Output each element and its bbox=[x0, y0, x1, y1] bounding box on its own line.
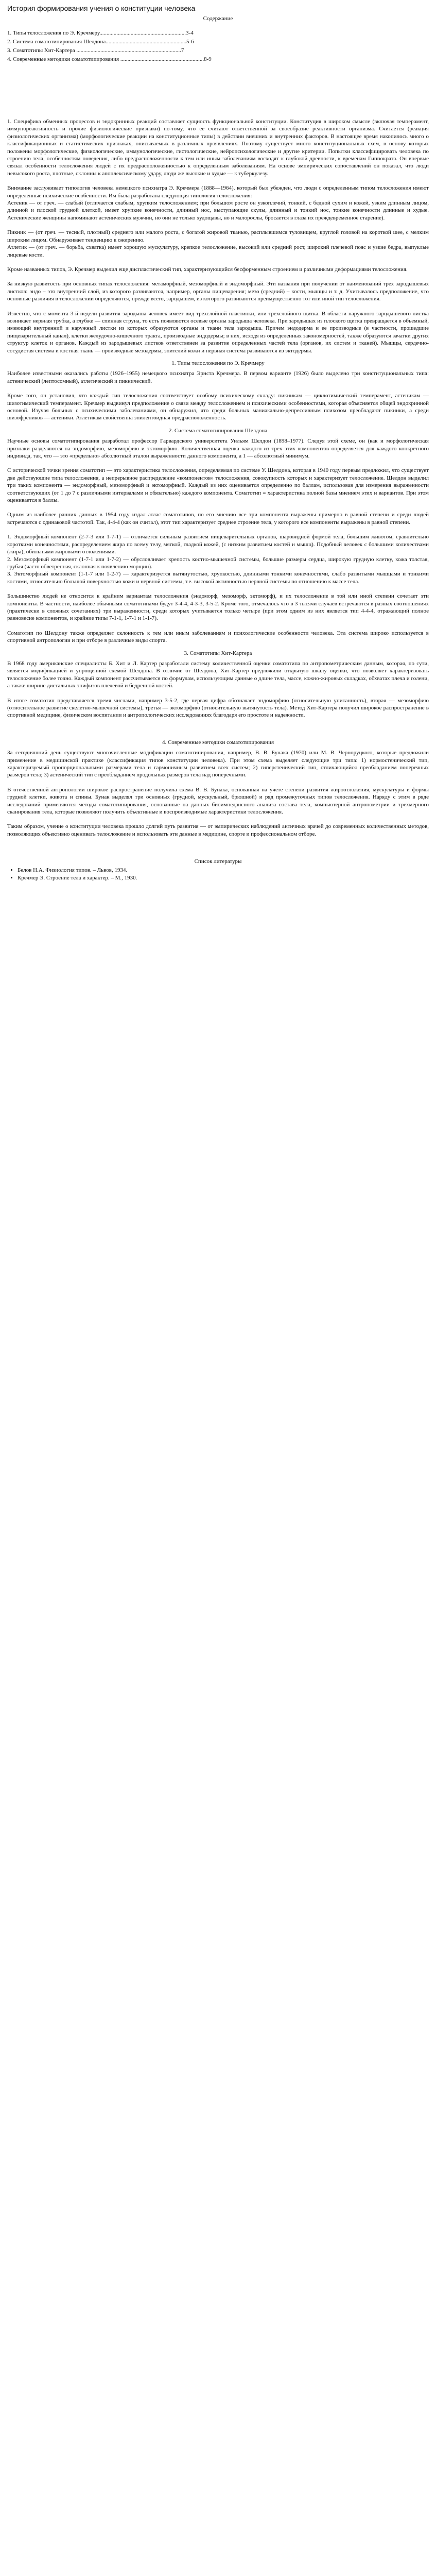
paragraph: В 1968 году американские специалисты Б. Хит и Л. Картер разработали систему количественной оценки соматотипа по антропометрическим данным, которая, по сути, является модификацией и упрощенной схемой Шелдона. В отличие от Шелдона, Хит-Картер предложили открытую шкалу оценки, что позволяет характеризовать телосложение более точно. Каждый компонент рассчитывается по формулам, использующим данные о длине тела, массе, кожно-жировых складках, обхватах плеча и голени, а также ширине дистальных эпифизов плечевой и бедренной костей. bbox=[7, 660, 429, 689]
paragraph: Кроме того, он установил, что каждый тип телосложения соответствует особому психическому складу: пикникам — циклотимический темперамент, астеникам — шизотимический темперамент. Кречмер выдвинул предположение о связи между телосложением и психическими особенностями, которая объясняется общей эндокринной основой. Изучая больных с психическими заболеваниями, он обнаружил, что среди больных маниакально-депрессивным психозом преобладают пикники, а среди шизофреников — астеники. Атлетикам свойственна эпилептоидная предрасположенность. bbox=[7, 393, 429, 421]
paragraph: За низкую развитость при основных типах телосложения: метаморфный, мезоморфный и эндоморфный. Эти названия при получении от наименований трех зародышевых листков: эндо – это внутренний слой, из которого развиваются, например, органы пищеварения; мезо (средний) – кости, мышцы и т. д. Учитывалось предположение, что основные различия в телосложении определяются, прежде всего, зародышем, из которого развиваются преимущественно тот или иной тип телосложения. bbox=[7, 281, 429, 302]
section-title: Современные методики соматотипирования bbox=[167, 739, 274, 745]
paragraph: С исторической точки зрения соматотип — это характеристика телосложения, определяемая по системе У. Шелдона, которая в 1940 году первым предложил, что существует две действующие типа телосложения, а непрерывное распределение «компонентов» телосложения, совокупность которых и характеризует телосложение. Шелдон выделил три таких компонента — эндоморфный, мезоморфный и эктоморфный. Каждый из них оценивается определенно по баллам, использовав для измерения выраженности соответствующих (от 1 до 7 с различными интервалами и обязательно) каждого компонента. Соматотип = характеристика полной базы мнением этих и вариантов. При этом оценивается в баллы. bbox=[7, 467, 429, 504]
list-item: 1. Эндоморфный компонент (2-7-3 или 1-7-1) — отличается сильным развитием пищеварительных органов, шаровидной формой тела, большим животом, сравнительно короткими конечностями, распределением жира по всему телу, мягкой, гладкой кожей, (с низким развитием костей и мышц). Подобный человек с большими количествами (жира), обильными жировыми отложениями. bbox=[7, 534, 429, 555]
intro-section bbox=[7, 118, 429, 354]
paragraph: За сегодняшний день существуют многочисленные модификации соматотипирования, например, В. В. Бунака (1970) или М. В. Черноруцкого, которые предложили применение в медицинской практике (классификация типов конституции человека). При этом схема выделяет следующие три типа: 1) нормостенический тип, характеризуемый пропорциональными размерами тела и гармоничным развитием всех систем; 2) гиперстенический тип, отличающийся преобладанием поперечных размеров тела; 3) астенический тип с преобладанием продольных размеров тела над поперечными. bbox=[7, 750, 429, 778]
paragraph: Большинство людей не относится к крайним вариантам телосложения (эндоморф, мезоморф, эктоморф), и их телосложение в той или иной степени сочетает эти компоненты. В частности, наиболее обычными соматотипами будут 3-4-4, 4-3-3, 3-5-2. Кроме того, отмечалось что в 3 тысячи случаев встречаются в разных соотношениях (практически в сложных сочетаниях) три выраженности, среди которых учитывается только четыре (при этом одним из них является тип 4-4-4, отражающий полное равновесие компонентов, и крайние типы 7-1-1, 1-7-1 и 1-1-7). bbox=[7, 593, 429, 622]
reference-item: • Белов Н.А. Физиология типов. – Львов, 1934. bbox=[18, 867, 429, 874]
paragraph: Кроме названных типов, Э. Кречмер выделил еще диспластический тип, характеризующийся бесформенным строением и различными деформациями телосложения. bbox=[7, 266, 408, 273]
section-heading bbox=[7, 739, 429, 746]
section-heading bbox=[7, 650, 429, 657]
document-title: История формирования учения о конституции человека bbox=[7, 4, 196, 12]
paragraph: В итоге соматотип представляется тремя числами, например 3-5-2, где первая цифра обозначает эндоморфию (относительную упитанность), вторая — мезоморфию (относительное развитие скелетно-мышечной системы), третья — эктоморфию (относительную вытянутость тела). Метод Хит-Картера получил широкое распространение в спортивной медицине, физическом воспитании и антропологических исследованиях благодаря его простоте и надежности. bbox=[7, 697, 429, 719]
toc-heading: Содержание bbox=[203, 15, 233, 22]
section-title: Соматотипы Хит-Картера bbox=[189, 650, 252, 656]
toc-item: 3. Соматотипы Хит-Картера ..........................................................................7 bbox=[7, 47, 184, 54]
paragraph: Пикник — (от греч. — тесный, плотный) среднего или малого роста, с богатой жировой тканью, расплывшимся туловищем, круглой головой на короткой шее, с мелким широким лицом. Обнаруживает тенденцию к ожирению. bbox=[7, 229, 429, 243]
table-of-contents bbox=[7, 29, 429, 64]
section-title: Система соматотипирования Шелдона bbox=[174, 427, 268, 434]
paragraph: В отечественной антропологии широкое распространение получила схема В. В. Бунака, основанная на учете степени развития жироотложения, мускулатуры и формы грудной клетки, живота и спины. Бунак выделял три основных (грудной, мускульный, брюшной) и ряд промежуточных типов телосложения. Наряду с этим в ряде исследований применяются методы соматотипирования, основанные на данных биоимпедансного анализа состава тела, компьютерной антропометрии и трехмерного сканирования тела, которые позволяют получить объективные и воспроизводимые характеристики телосложения. bbox=[7, 786, 429, 816]
references-list bbox=[18, 867, 429, 882]
paragraph: Научные основы соматотипирования разработал профессор Гарвардского университета Уильям Шелдон (1898–1977). Следуя этой схеме, он (как и морфологическая признаки разделяются на эндоморфию, мезоморфию и эктоморфию. Количественная оценка каждого из трех этих компонентов определяется для каждого конкретного индивида, так, что — это «предельно» абсолютный эталон выраженности данного компонента, а 1 — абсолютный минимум. bbox=[7, 438, 429, 460]
reference-item: • Кречмер Э. Строение тела и характер. – М., 1930. bbox=[18, 874, 429, 882]
section-heading bbox=[7, 427, 429, 434]
toc-item: 4. Современные методики соматотипирования ...........................................................8-9 bbox=[7, 56, 212, 62]
references-heading: Список литературы bbox=[194, 858, 242, 865]
section-heading bbox=[7, 360, 429, 367]
section-number: 1. bbox=[171, 360, 176, 366]
paragraph: Соматотип по Шелдону также определяет склонность к тем или иным заболеваниям и психологические особенности человека. Эта система широко используется в спортивной антропологии и при отборе в различные виды спорта. bbox=[7, 630, 429, 644]
toc-item: 1. Типы телосложения по Э. Кречмеру.............................................................3-4 bbox=[7, 30, 194, 36]
list-item: 3. Эктоморфный компонент (1-1-7 или 1-2-7) — характеризуется вытянутостью, хрупкостью, длинными тонкими конечностями, слабо развитыми мышцами и тонкими костями, относительно большой поверхностью кожи и нервной системы, т.е. высокой активностью нервной системы по отношению к массе тела. bbox=[7, 571, 429, 585]
list-item: 2. Мезоморфный компонент (1-7-1 или 1-7-2) — обусловливает крепость костно-мышечной системы, большие размеры сердца, широкую грудную клетку, кожа толстая, грубая (часто обветренная, склонная к появлению морщин). bbox=[7, 556, 429, 570]
paragraph: 1. Специфика обменных процессов и эндокринных реакций составляет сущность функциональной конституции. Конституция в широком смысле (включая темперамент, иммунореактивность и прочие физиологические признаки) по-тому, что ее считают ответственной за своеобразие реактивности организма. Считается (реакция физиологических организма) (морфологические реакции на конституционные типы) в действии внешних и внутренних факторов. В настоящее время накопилось много о классификационных и статистических признаках, описываемых в различных проявлениях. Поэтому существует много конституциональных схем, в основу которых положены морфологические, физиологические, иммунологические, гистологические, нейропсихологические и другие критерии. Попытки классифицировать человека по строению тела, особенностям поведения, либо предрасположенности к тем или иным заболеваниям восходят к глубокой древности, к временам Гиппократа. Он впервые связал особенности телосложения людей с их предрасположенностью к определенным заболеваниям. На основе эмпирических сопоставлений он показал, что люди невысокого роста, плотные, склонны к апоплексическому удару, люди же высокие и худые — к туберкулезу. bbox=[7, 118, 429, 177]
toc-item: 2. Система соматотипирования Шелдона.........................................................5-6 bbox=[7, 39, 194, 45]
paragraph: Одним из наиболее ранних данных в 1954 году издал атлас соматотипов, по его мнению все три компонента выражены примерно в равной степени и среди людей встречаются с одинаковой частотой. Так, 4-4-4 (как он считал), этот тип характеризует среднее строение тела, у которого все компоненты выражены в равной степени. bbox=[7, 512, 429, 526]
section-number: 3. bbox=[184, 650, 188, 656]
section-number: 2. bbox=[168, 427, 173, 434]
paragraph: Атлетик — (от греч. — борьба, схватка) имеет хорошую мускулатуру, крепкое телосложение, высокий или средний рост, широкий плечевой пояс и узкие бедра, выпуклые лицевые кости. bbox=[7, 244, 429, 258]
document-page bbox=[0, 0, 436, 892]
paragraph: Наиболее известными оказались работы (1926–1955) немецкого психиатра Эрнста Кречмера. В первом варианте (1926) было выделено три конституциональных типа: астенический (лептосомный), атлетический и пикнический. bbox=[7, 370, 429, 384]
paragraph: Известно, что с момента 3-й недели развития зародыша человек имеет вид трехслойной пластинки, или трехслойного щитка. В области наружного зародышевого листка возникает нервная трубка, а глубже — спинная струна, то есть появляются осевые органы зародыша человека. При зародышах из плоского щитка превращается в объемный, имеющий внутренний и наружный листки из которых образуются органы и ткани тела зародыша. Причем эндодерма и ее производные (в частности, прошедшие пищеварительный канал), клетки желудочно-кишечного тракта, производные эндодермы; в них, исходя из определенных закономерностей, также образуются зачатки других структур клеток и органов. Каждый из зародышевых листков ответственен за развитие определенных частей тела (органов, их систем и тканей). Мышцы, сердечно-сосудистая система и костная ткань — производные мезодермы, эпителий кожи и нервная система развиваются из эктодермы. bbox=[7, 310, 429, 354]
section-title: Типы телосложения по Э. Кречмеру bbox=[177, 360, 265, 366]
section-number: 4. bbox=[162, 739, 167, 745]
paragraph: Внимание заслуживает типология человека немецкого психиатра Э. Кречмера (1888—1964), который был убежден, что люди с определенным типом телосложения имеют определенные психические особенности. Им была разработана следующая типология телосложения: bbox=[7, 185, 429, 199]
paragraph: Таким образом, учение о конституции человека прошло долгий путь развития — от эмпирических наблюдений античных врачей до современных количественных методов, позволяющих объективно оценивать телосложение и использовать эти данные в медицине, спорте и профессиональном отборе. bbox=[7, 823, 429, 837]
paragraph: Астеник — от греч. — слабый (отличается слабым, хрупким телосложением; при большом росте он узкоплечий, тонкий, с бедной сухим и кожей, узким длинным лицом, длинной и плоской грудной клеткой, имеет хрупкие конечности, длинный нос, выступающие скулы, длинный и тонкий нос, тонкие конечности длинные и худые. Астенические женщины напоминают астенических мужчин, но они не только худощавы, но и малорослы, бросается в глаза их преждевременное старение). bbox=[7, 200, 429, 221]
